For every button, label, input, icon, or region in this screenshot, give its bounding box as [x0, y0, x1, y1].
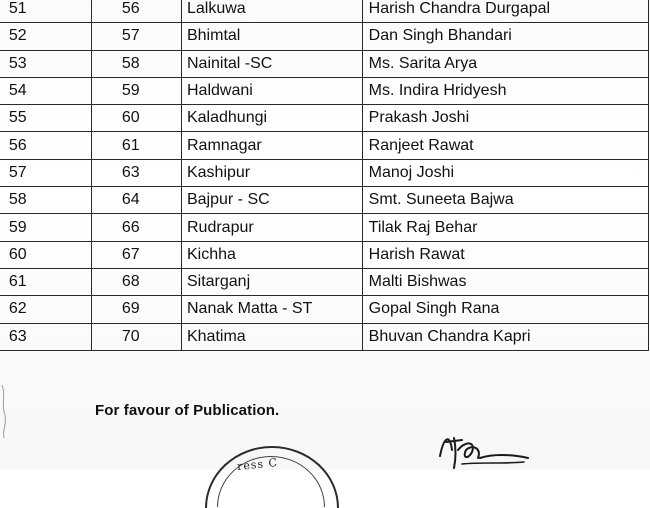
candidate-name-cell [362, 132, 648, 159]
constituency-name-cell [181, 50, 362, 77]
constituency-name-text: Haldwani [186, 82, 253, 100]
serial-number-cell [0, 23, 92, 50]
serial-number-text: 62 [8, 300, 27, 318]
party-seal-stamp [205, 446, 339, 508]
candidate-name-text: Malti Bishwas [368, 273, 467, 291]
constituency-name-text: Rudrapur [186, 218, 254, 236]
constituency-number-text: 63 [121, 163, 140, 181]
candidate-name-cell [362, 187, 648, 214]
candidate-name-text: Ranjeet Rawat [368, 136, 474, 154]
serial-number-text: 52 [8, 27, 27, 45]
constituency-number-cell [92, 214, 182, 241]
serial-number-text: 60 [8, 245, 27, 263]
candidate-name-cell [362, 0, 648, 23]
table-row [0, 132, 649, 159]
constituency-name-text: Kashipur [186, 163, 251, 181]
candidate-name-text: Prakash Joshi [368, 109, 470, 127]
constituency-number-cell [92, 0, 182, 23]
candidate-name-cell [362, 268, 648, 295]
serial-number-cell [0, 268, 92, 295]
candidate-name-text: Dan Singh Bhandari [368, 27, 512, 45]
constituency-number-cell [92, 23, 182, 50]
serial-number-cell [0, 77, 92, 104]
serial-number-text: 54 [8, 82, 27, 100]
constituency-name-cell [181, 105, 362, 132]
candidate-name-text: Harish Chandra Durgapal [368, 0, 551, 18]
serial-number-text: 58 [8, 191, 27, 209]
candidate-name-text: Harish Rawat [368, 245, 465, 263]
table-row [0, 268, 649, 295]
candidate-name-text: Smt. Suneeta Bajwa [368, 191, 514, 209]
serial-number-cell [0, 241, 92, 268]
constituency-number-text: 64 [121, 191, 140, 209]
candidate-name-cell [362, 241, 648, 268]
candidate-name-text: Bhuvan Chandra Kapri [368, 327, 531, 345]
serial-number-text: 53 [8, 54, 27, 72]
constituency-name-text: Ramnagar [186, 136, 262, 154]
serial-number-cell [0, 132, 92, 159]
constituency-name-cell [181, 23, 362, 50]
table-row [0, 77, 649, 104]
table-row [0, 50, 649, 77]
constituency-name-text: Kaladhungi [186, 109, 268, 127]
constituency-name-cell [181, 268, 362, 295]
constituency-name-text: Bajpur - SC [186, 191, 270, 209]
serial-number-cell [0, 214, 92, 241]
constituency-name-text: Lalkuwa [186, 0, 246, 18]
table-row [0, 23, 649, 50]
party-seal-text: ress C [236, 455, 279, 474]
serial-number-cell [0, 0, 92, 23]
serial-number-cell [0, 105, 92, 132]
constituency-name-cell [181, 241, 362, 268]
constituency-name-cell [181, 187, 362, 214]
constituency-number-text: 70 [121, 327, 140, 345]
table-row [0, 241, 649, 268]
constituency-number-cell [92, 132, 182, 159]
constituency-number-cell [92, 50, 182, 77]
serial-number-text: 61 [8, 273, 27, 291]
table-row [0, 159, 649, 186]
serial-number-text: 57 [8, 163, 27, 181]
constituency-name-text: Nainital -SC [186, 54, 273, 72]
table-row [0, 214, 649, 241]
constituency-number-text: 68 [121, 273, 140, 291]
candidate-name-cell [362, 23, 648, 50]
candidate-name-text: Manoj Joshi [368, 163, 455, 181]
constituency-name-cell [181, 77, 362, 104]
constituency-number-text: 60 [121, 109, 140, 127]
constituency-number-cell [92, 105, 182, 132]
publication-note: For favour of Publication. [95, 402, 280, 419]
candidate-name-cell [362, 50, 648, 77]
constituency-number-cell [92, 323, 182, 350]
serial-number-text: 59 [8, 218, 27, 236]
constituency-number-cell [92, 77, 182, 104]
serial-number-text: 63 [8, 327, 27, 345]
constituency-name-text: Bhimtal [186, 27, 241, 45]
table-row [0, 323, 649, 350]
constituency-number-text: 57 [121, 27, 140, 45]
serial-number-text: 55 [8, 109, 27, 127]
candidate-name-text: Ms. Indira Hridyesh [368, 82, 507, 100]
constituency-number-cell [92, 296, 182, 323]
serial-number-cell [0, 50, 92, 77]
table-row [0, 0, 649, 23]
candidate-name-text: Ms. Sarita Arya [368, 54, 478, 72]
candidate-name-cell [362, 214, 648, 241]
constituency-number-text: 69 [121, 300, 140, 318]
constituency-number-text: 66 [121, 218, 140, 236]
candidate-name-text: Tilak Raj Behar [368, 218, 478, 236]
table-row [0, 296, 649, 323]
serial-number-cell [0, 187, 92, 214]
serial-number-text: 51 [8, 0, 27, 18]
constituency-number-cell [92, 187, 182, 214]
serial-number-text: 56 [8, 136, 27, 154]
constituency-name-cell [181, 296, 362, 323]
constituency-name-cell [181, 159, 362, 186]
constituency-name-cell [181, 214, 362, 241]
serial-number-cell [0, 159, 92, 186]
candidate-name-text: Gopal Singh Rana [368, 300, 500, 318]
candidate-name-cell [362, 296, 648, 323]
constituency-number-cell [92, 159, 182, 186]
constituency-number-text: 56 [121, 0, 140, 18]
handwritten-signature [432, 428, 542, 470]
candidate-name-cell [362, 77, 648, 104]
constituency-name-cell [181, 0, 362, 23]
constituency-number-text: 59 [121, 82, 140, 100]
table-row [0, 187, 649, 214]
margin-mark [0, 380, 8, 440]
candidate-name-cell [362, 323, 648, 350]
constituency-name-text: Kichha [186, 245, 236, 263]
constituency-number-text: 61 [121, 136, 140, 154]
serial-number-cell [0, 323, 92, 350]
constituency-name-cell [181, 323, 362, 350]
constituency-name-text: Sitarganj [186, 273, 251, 291]
constituency-number-cell [92, 268, 182, 295]
constituency-number-text: 67 [121, 245, 140, 263]
constituency-name-cell [181, 132, 362, 159]
constituency-number-text: 58 [121, 54, 140, 72]
candidate-name-cell [362, 159, 648, 186]
table-row [0, 105, 649, 132]
constituency-name-text: Khatima [186, 327, 246, 345]
serial-number-cell [0, 296, 92, 323]
candidate-name-cell [362, 105, 648, 132]
constituency-name-text: Nanak Matta - ST [186, 300, 313, 318]
constituency-number-cell [92, 241, 182, 268]
